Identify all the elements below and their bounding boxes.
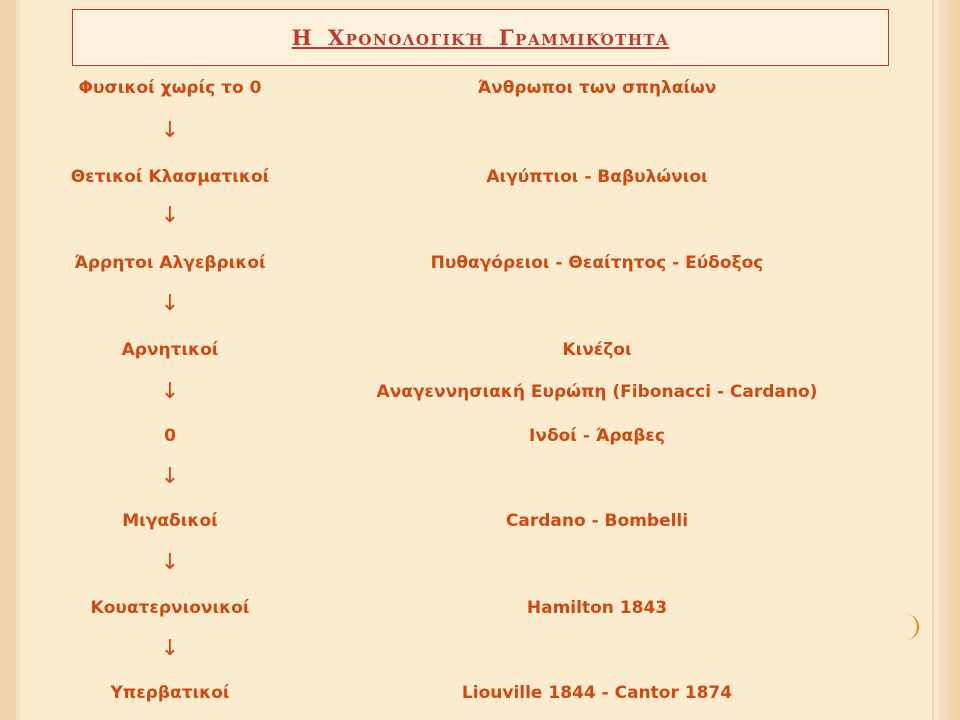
down-arrow-icon: ↓ — [160, 118, 180, 143]
arrow-row — [0, 548, 960, 578]
arrow-row — [0, 116, 960, 146]
down-arrow-icon: ↓ — [160, 550, 180, 575]
timeline-row — [0, 248, 960, 278]
arrow-row — [0, 634, 960, 664]
timeline-row — [0, 162, 960, 192]
timeline-row — [0, 593, 960, 623]
people-label: Άνθρωποι των σπηλαίων — [477, 78, 717, 98]
arrow-row — [0, 201, 960, 231]
people-label: Hamilton 1843 — [526, 598, 668, 618]
slide-title: Η Χρονολογική Γραμμικότητα — [291, 25, 670, 50]
down-arrow-icon: ↓ — [160, 291, 180, 316]
number-set-label: Θετικοί Κλασματικοί — [70, 167, 270, 187]
people-label: Κινέζοι — [562, 340, 632, 360]
arrow-row — [0, 462, 960, 492]
down-arrow-icon: ↓ — [160, 203, 180, 228]
number-set-label: Αρνητικοί — [121, 340, 219, 360]
arrow-row — [0, 377, 960, 407]
number-set-label: 0 — [164, 426, 176, 446]
people-label: Πυθαγόρειοι - Θεαίτητος - Εύδοξος — [430, 253, 764, 273]
number-set-label: Άρρητοι Αλγεβρικοί — [74, 253, 266, 273]
down-arrow-icon: ↓ — [160, 636, 180, 661]
timeline-row — [0, 506, 960, 536]
people-label: Ινδοί - Άραβες — [529, 426, 665, 446]
people-label: Cardano - Bombelli — [505, 511, 689, 531]
number-set-label: Μιγαδικοί — [122, 511, 218, 531]
timeline-row — [0, 421, 960, 451]
people-label: Αιγύπτιοι - Βαβυλώνιοι — [486, 167, 708, 187]
timeline-row — [0, 73, 960, 103]
people-label: Αναγεννησιακή Ευρώπη (Fibonacci - Cardano) — [376, 382, 818, 402]
timeline-row — [0, 335, 960, 365]
number-set-label: Υπερβατικοί — [110, 683, 230, 703]
down-arrow-icon: ↓ — [160, 464, 180, 489]
arrow-row — [0, 289, 960, 319]
timeline-row — [0, 678, 960, 708]
number-set-label: Φυσικοί χωρίς το 0 — [78, 78, 262, 98]
title-box — [72, 9, 889, 66]
down-arrow-icon: ↓ — [160, 379, 180, 404]
people-label: Liouville 1844 - Cantor 1874 — [461, 683, 733, 703]
number-set-label: Κουατερνιονικοί — [90, 598, 250, 618]
